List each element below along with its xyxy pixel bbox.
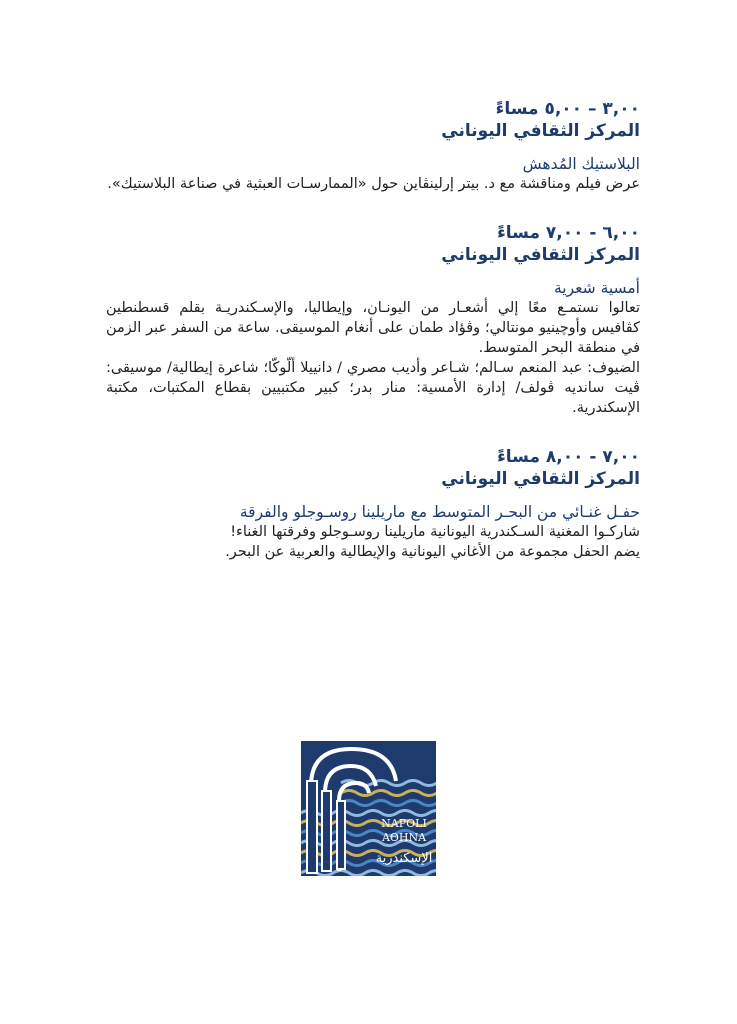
program-content — [106, 98, 640, 590]
event-3 — [106, 446, 640, 562]
event-venue: المركز الثقافي اليوناني — [441, 469, 640, 489]
festival-logo — [301, 741, 436, 876]
event-description — [106, 174, 640, 194]
description-paragraph: عرض فيلم ومناقشة مع د. بيتر إرلينڤاين حول «الممارسـات العبثية في صناعة البلاستيك». — [107, 176, 640, 192]
logo-text-napoli: NAPOLI — [381, 817, 427, 830]
description-paragraph: تعالوا نستمـع معًا إلي أشعـار من اليونـان، وإيطاليا، والإسـكندريـة بقلم قسطنطين كڤافيس وأوچينيو مونتالي؛ وڤؤاد طمان على أنغام الموسيقى. ساعة من السفر عبر الزمن في منطقة البحر المتوسط. — [106, 300, 640, 356]
logo-text-athina: AΘHNA — [381, 831, 427, 844]
event-time: ٣,٠٠ – ٥,٠٠ مساءً — [495, 99, 640, 119]
event-venue: المركز الثقافي اليوناني — [441, 121, 640, 141]
event-description — [106, 522, 640, 562]
event-time: ٧,٠٠ - ٨,٠٠ مساءً — [497, 447, 640, 467]
description-paragraph: يضم الحفل مجموعة من الأغاني اليونانية والإيطالية والعربية عن البحر. — [225, 544, 640, 560]
event-title: البلاستيك المُدهش — [522, 155, 640, 173]
event-time: ٦,٠٠ - ٧,٠٠ مساءً — [497, 223, 640, 243]
event-title: أمسية شعرية — [554, 279, 640, 297]
description-paragraph: شاركـوا المغنية السـكندرية اليونانية ماريلينا روسـوجلو وفرقتها الغناء! — [230, 524, 640, 540]
event-2 — [106, 222, 640, 418]
logo-text-alexandria: الإسكندرية — [375, 851, 433, 866]
event-title: حفـل غنـائي من البحـر المتوسط مع ماريلينا روسـوجلو والفرقة — [239, 503, 640, 521]
event-description — [106, 298, 640, 418]
event-1 — [106, 98, 640, 194]
description-paragraph: الضيوف: عبد المنعم سـالم؛ شـاعر وأديب مصري / دانييلا ألّوكّا؛ شاعرة إيطالية/ موسيقى: ڤيت سانديه ڤولف/ إدارة الأمسية: منار بدر؛ كبير مكتبيين بقطاع المكتبات، مكتبة الإسكندرية. — [106, 360, 640, 416]
event-venue: المركز الثقافي اليوناني — [441, 245, 640, 265]
